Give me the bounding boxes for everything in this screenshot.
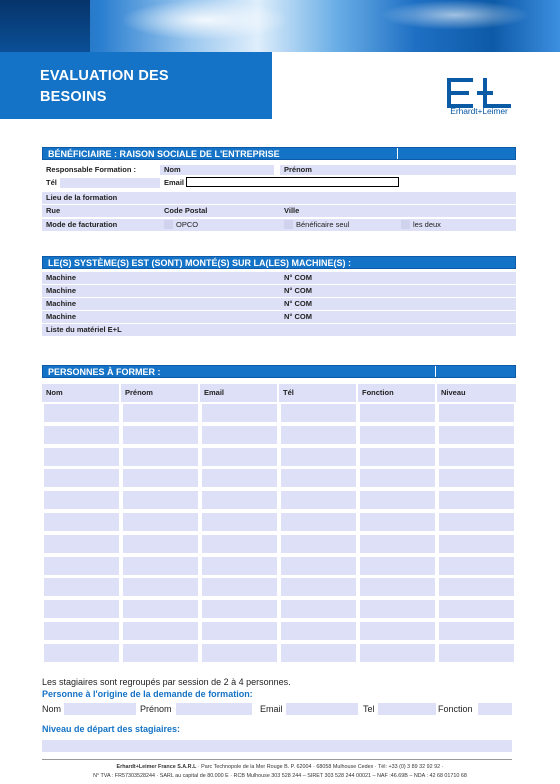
footer-company: Erhardt+Leimer France S.A.R.L bbox=[116, 764, 197, 770]
table-cell[interactable] bbox=[360, 578, 435, 596]
section-machines-header bbox=[42, 256, 516, 269]
table-cell[interactable] bbox=[439, 578, 514, 596]
table-cell[interactable] bbox=[44, 491, 119, 509]
title-line-2: BESOINS bbox=[40, 89, 107, 105]
column-label: Niveau bbox=[441, 388, 466, 397]
responsable-label: Responsable Formation : bbox=[46, 165, 137, 174]
title-band bbox=[0, 52, 272, 119]
machine-label: Machine bbox=[46, 312, 77, 321]
table-cell[interactable] bbox=[123, 404, 198, 422]
footer-line-2: N° TVA : FR57303528244 · SARL au capital de 80.000 E · RCB Mulhouse 303 528 244 – SIRET 303 528 244 00021 – NAF :46.69B – NDA : 42 68 01710 68 bbox=[93, 773, 467, 779]
table-cell[interactable] bbox=[44, 644, 119, 662]
table-cell[interactable] bbox=[360, 426, 435, 444]
table-cell[interactable] bbox=[281, 622, 356, 640]
table-cell[interactable] bbox=[439, 491, 514, 509]
table-cell[interactable] bbox=[44, 469, 119, 487]
logo-wordmark: Erhardt+Leimer bbox=[450, 106, 508, 116]
origin-nom-label: Nom bbox=[42, 704, 62, 714]
code-postal-label: Code Postal bbox=[164, 206, 208, 215]
origin-prenom-label: Prénom bbox=[140, 704, 172, 714]
banner-dark-area bbox=[0, 0, 90, 52]
rue-label: Rue bbox=[46, 206, 61, 215]
table-cell[interactable] bbox=[439, 426, 514, 444]
column-header-email bbox=[200, 384, 277, 402]
machine-row[interactable] bbox=[42, 298, 516, 310]
table-cell[interactable] bbox=[44, 557, 119, 575]
column-header-tel bbox=[279, 384, 356, 402]
adresse-row[interactable] bbox=[42, 205, 516, 217]
table-cell[interactable] bbox=[202, 448, 277, 466]
column-label: Email bbox=[204, 388, 225, 397]
table-cell[interactable] bbox=[281, 600, 356, 618]
column-header-fonction bbox=[358, 384, 435, 402]
ville-label: Ville bbox=[284, 206, 300, 215]
table-cell[interactable] bbox=[360, 557, 435, 575]
table-cell[interactable] bbox=[202, 578, 277, 596]
responsable-prenom-field[interactable] bbox=[280, 165, 516, 175]
les-deux-option-label: les deux bbox=[413, 220, 441, 229]
table-cell[interactable] bbox=[360, 513, 435, 531]
liste-materiel-label: Liste du matériel E+L bbox=[46, 325, 122, 334]
origin-email-label: Email bbox=[260, 704, 283, 714]
banner-highlight-2 bbox=[380, 0, 530, 30]
table-cell[interactable] bbox=[281, 491, 356, 509]
tel-field[interactable] bbox=[60, 178, 160, 188]
table-cell[interactable] bbox=[360, 644, 435, 662]
table-cell[interactable] bbox=[439, 600, 514, 618]
footer-address: · Parc Technopole de la Mer Rouge B. P. 62004 · 68058 Mulhouse Cedex · Tél: +33 (0) 3 89 32 92 92 · bbox=[196, 764, 444, 770]
table-cell[interactable] bbox=[123, 513, 198, 531]
table-cell[interactable] bbox=[281, 578, 356, 596]
table-cell[interactable] bbox=[360, 535, 435, 553]
table-cell[interactable] bbox=[439, 622, 514, 640]
section-beneficiaire-title: BÉNÉFICIAIRE : RAISON SOCIALE DE L'ENTREPRISE bbox=[48, 149, 280, 159]
table-cell[interactable] bbox=[44, 404, 119, 422]
tel-label: Tél bbox=[46, 178, 57, 187]
table-cell[interactable] bbox=[202, 600, 277, 618]
footer-line-1 bbox=[0, 764, 560, 770]
table-cell[interactable] bbox=[439, 644, 514, 662]
table-cell[interactable] bbox=[123, 448, 198, 466]
table-cell[interactable] bbox=[439, 557, 514, 575]
column-label: Tél bbox=[283, 388, 294, 397]
les-deux-checkbox[interactable] bbox=[401, 220, 410, 229]
table-cell[interactable] bbox=[123, 622, 198, 640]
table-cell[interactable] bbox=[281, 426, 356, 444]
table-cell[interactable] bbox=[123, 578, 198, 596]
table-cell[interactable] bbox=[123, 557, 198, 575]
com-label: N° COM bbox=[284, 312, 312, 321]
title-line-1: EVALUATION DES bbox=[40, 68, 169, 84]
column-header-nom bbox=[42, 384, 119, 402]
machine-label: Machine bbox=[46, 286, 77, 295]
table-cell[interactable] bbox=[123, 535, 198, 553]
session-note: Les stagiaires sont regroupés par session de 2 à 4 personnes. bbox=[42, 677, 291, 687]
beneficiaire-seul-checkbox[interactable] bbox=[284, 220, 293, 229]
table-cell[interactable] bbox=[281, 404, 356, 422]
table-cell[interactable] bbox=[44, 578, 119, 596]
section-personnes-title: PERSONNES À FORMER : bbox=[48, 367, 161, 377]
section-personnes-header bbox=[42, 365, 516, 378]
header-tab bbox=[435, 366, 517, 377]
origin-heading: Personne à l'origine de la demande de formation: bbox=[42, 689, 253, 699]
table-cell[interactable] bbox=[439, 469, 514, 487]
footer-divider bbox=[42, 759, 512, 760]
machine-row[interactable] bbox=[42, 311, 516, 323]
table-cell[interactable] bbox=[123, 600, 198, 618]
table-cell[interactable] bbox=[44, 600, 119, 618]
table-cell[interactable] bbox=[202, 491, 277, 509]
table-cell[interactable] bbox=[44, 622, 119, 640]
column-label: Nom bbox=[46, 388, 63, 397]
origin-tel-field[interactable] bbox=[378, 703, 436, 715]
column-label: Prénom bbox=[125, 388, 153, 397]
machine-label: Machine bbox=[46, 273, 77, 282]
table-cell[interactable] bbox=[202, 426, 277, 444]
niveau-field[interactable] bbox=[42, 740, 512, 752]
table-cell[interactable] bbox=[439, 535, 514, 553]
document-title bbox=[40, 66, 169, 108]
banner-highlight bbox=[120, 0, 290, 40]
table-cell[interactable] bbox=[202, 404, 277, 422]
table-cell[interactable] bbox=[360, 404, 435, 422]
machine-row[interactable] bbox=[42, 285, 516, 297]
beneficiaire-seul-option-label: Bénéficaire seul bbox=[296, 220, 350, 229]
table-cell[interactable] bbox=[44, 448, 119, 466]
table-cell[interactable] bbox=[360, 600, 435, 618]
column-header-niveau bbox=[437, 384, 516, 402]
table-cell[interactable] bbox=[123, 644, 198, 662]
table-cell[interactable] bbox=[202, 622, 277, 640]
table-cell[interactable] bbox=[281, 469, 356, 487]
table-cell[interactable] bbox=[281, 557, 356, 575]
opco-checkbox[interactable] bbox=[164, 220, 173, 229]
table-cell[interactable] bbox=[44, 426, 119, 444]
machine-row[interactable] bbox=[42, 272, 516, 284]
origin-tel-label: Tel bbox=[363, 704, 375, 714]
origin-nom-field[interactable] bbox=[64, 703, 136, 715]
column-header-prenom bbox=[121, 384, 198, 402]
table-cell[interactable] bbox=[360, 469, 435, 487]
table-cell[interactable] bbox=[202, 557, 277, 575]
email-label: Email bbox=[164, 178, 185, 187]
mode-facturation-label: Mode de facturation bbox=[46, 220, 118, 229]
origin-prenom-field[interactable] bbox=[176, 703, 252, 715]
table-cell[interactable] bbox=[202, 535, 277, 553]
table-cell[interactable] bbox=[281, 535, 356, 553]
com-label: N° COM bbox=[284, 273, 312, 282]
header-banner-image bbox=[0, 0, 560, 52]
table-cell[interactable] bbox=[202, 644, 277, 662]
email-field[interactable] bbox=[186, 177, 399, 187]
prenom-label: Prénom bbox=[284, 165, 312, 174]
table-cell[interactable] bbox=[439, 513, 514, 531]
table-cell[interactable] bbox=[360, 622, 435, 640]
com-label: N° COM bbox=[284, 299, 312, 308]
section-machines-title: LE(S) SYSTÈME(S) EST (SONT) MONTÉ(S) SUR LA(LES) MACHINE(S) : bbox=[48, 258, 351, 268]
column-label: Fonction bbox=[362, 388, 394, 397]
section-beneficiaire-header bbox=[42, 147, 516, 160]
nom-label: Nom bbox=[164, 165, 181, 174]
origin-fonction-field[interactable] bbox=[478, 703, 512, 715]
lieu-formation-label: Lieu de la formation bbox=[46, 193, 118, 202]
opco-option-label: OPCO bbox=[176, 220, 199, 229]
header-tab bbox=[397, 148, 517, 159]
origin-email-field[interactable] bbox=[286, 703, 358, 715]
table-cell[interactable] bbox=[360, 491, 435, 509]
table-cell[interactable] bbox=[44, 535, 119, 553]
table-cell[interactable] bbox=[281, 644, 356, 662]
table-cell[interactable] bbox=[202, 469, 277, 487]
table-cell[interactable] bbox=[123, 426, 198, 444]
table-cell[interactable] bbox=[439, 404, 514, 422]
table-cell[interactable] bbox=[123, 469, 198, 487]
table-cell[interactable] bbox=[281, 448, 356, 466]
table-cell[interactable] bbox=[360, 448, 435, 466]
origin-fonction-label: Fonction bbox=[438, 704, 473, 714]
table-cell[interactable] bbox=[281, 513, 356, 531]
table-cell[interactable] bbox=[202, 513, 277, 531]
com-label: N° COM bbox=[284, 286, 312, 295]
machine-label: Machine bbox=[46, 299, 77, 308]
table-cell[interactable] bbox=[44, 513, 119, 531]
table-cell[interactable] bbox=[439, 448, 514, 466]
table-cell[interactable] bbox=[123, 491, 198, 509]
niveau-heading: Niveau de départ des stagiaires: bbox=[42, 724, 181, 734]
